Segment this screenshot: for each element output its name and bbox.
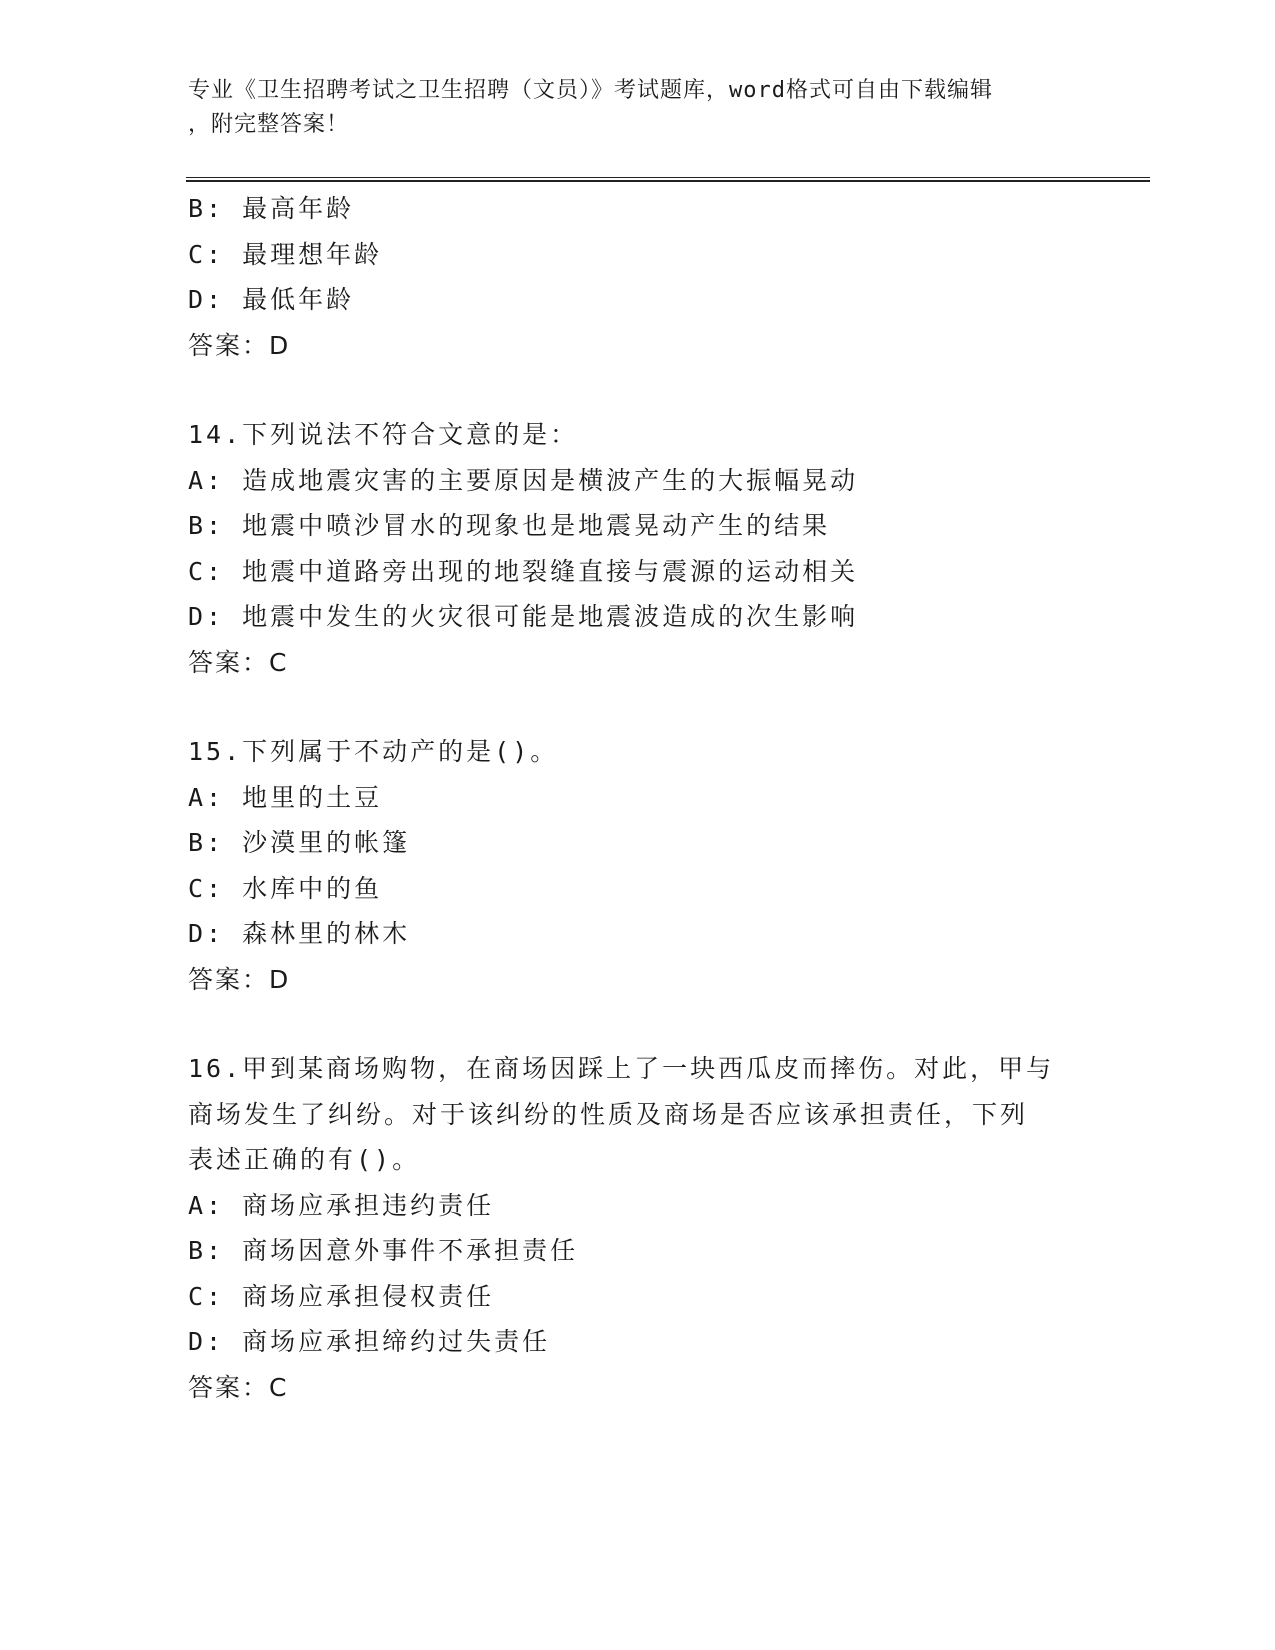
option-b: B: 沙漠里的帐篷 [188, 828, 411, 857]
option-c: C: 商场应承担侵权责任 [188, 1281, 495, 1311]
question-list [188, 186, 1088, 1410]
header-line-2: ，附完整答案！ [188, 112, 350, 137]
question-13-tail [188, 186, 1088, 368]
answer-line: 答案：D [188, 330, 291, 360]
question-stem: 15.下列属于不动产的是()。 [188, 737, 559, 766]
question-stem-line-3: 表述正确的有()。 [188, 1145, 421, 1174]
option-c: C: 水库中的鱼 [188, 873, 383, 903]
question-14 [188, 412, 1088, 685]
option-d: D: 商场应承担缔约过失责任 [188, 1327, 551, 1356]
option-a: A: 商场应承担违约责任 [188, 1190, 495, 1220]
option-a: A: 地里的土豆 [188, 782, 383, 812]
page-header [188, 74, 1068, 142]
option-d: D: 森林里的林木 [188, 919, 411, 948]
option-b: B: 商场因意外事件不承担责任 [188, 1236, 579, 1265]
option-a: A: 造成地震灾害的主要原因是横波产生的大振幅晃动 [188, 465, 859, 495]
option-d: D: 最低年龄 [188, 285, 355, 314]
spacer [188, 368, 1088, 412]
answer-line: 答案：D [188, 964, 291, 994]
question-stem-line-2: 商场发生了纠纷。对于该纠纷的性质及商场是否应该承担责任，下列 [188, 1099, 1029, 1129]
spacer [188, 685, 1088, 729]
option-d: D: 地震中发生的火灾很可能是地震波造成的次生影响 [188, 602, 859, 631]
option-c: C: 最理想年龄 [188, 239, 383, 269]
header-divider [186, 177, 1150, 182]
question-stem: 14.下列说法不符合文意的是： [188, 420, 579, 449]
header-line-1: 专业《卫生招聘考试之卫生招聘（文员）》考试题库，word格式可自由下载编辑 [188, 78, 993, 103]
option-c: C: 地震中道路旁出现的地裂缝直接与震源的运动相关 [188, 556, 859, 586]
option-b: B: 最高年龄 [188, 194, 355, 223]
question-15 [188, 729, 1088, 1002]
answer-line: 答案：C [188, 1372, 289, 1402]
option-b: B: 地震中喷沙冒水的现象也是地震晃动产生的结果 [188, 511, 831, 540]
question-16 [188, 1046, 1088, 1410]
question-stem-line-1: 16.甲到某商场购物，在商场因踩上了一块西瓜皮而摔伤。对此，甲与 [188, 1054, 1055, 1083]
answer-line: 答案：C [188, 647, 289, 677]
spacer [188, 1002, 1088, 1046]
